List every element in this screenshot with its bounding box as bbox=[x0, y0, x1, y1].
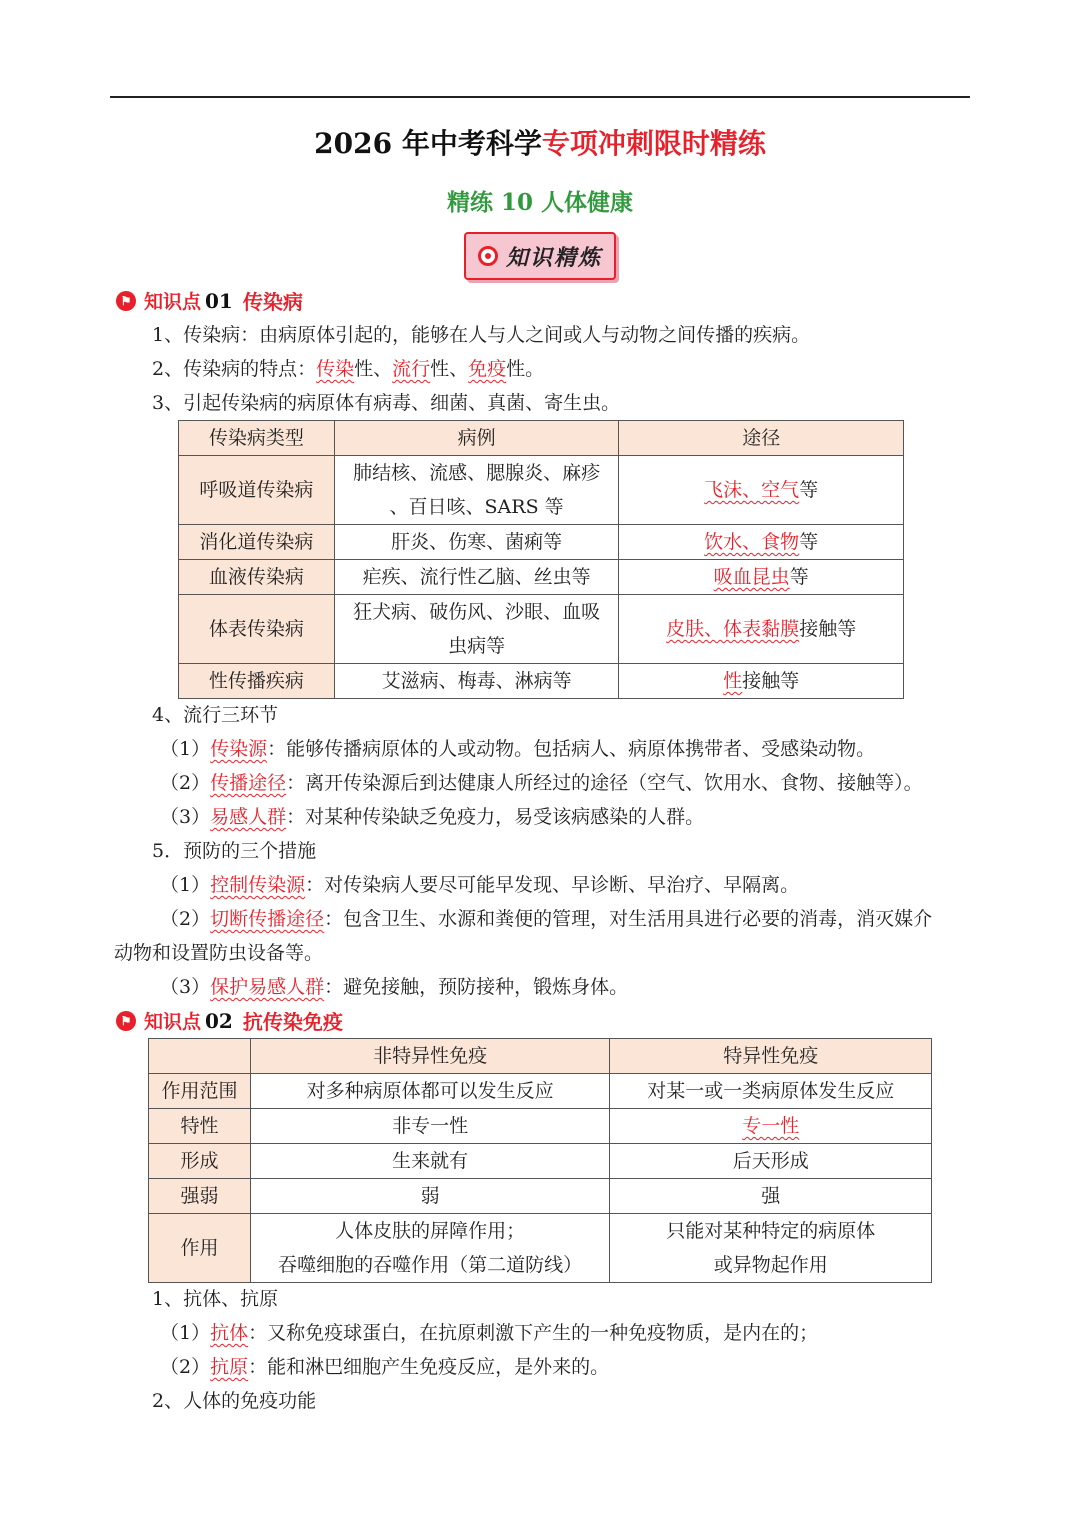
table-cell: 只能对某种特定的病原体 或异物起作用 bbox=[610, 1214, 932, 1283]
text-line: （3）易感人群：对某种传染缺乏免疫力，易受该病感染的人群。 bbox=[160, 806, 705, 828]
row-label: 作用 bbox=[149, 1214, 251, 1283]
row-label: 强弱 bbox=[149, 1179, 251, 1214]
table-row bbox=[179, 525, 904, 560]
row-label: 消化道传染病 bbox=[179, 525, 335, 560]
text-line: （2）切断传播途径：包含卫生、水源和粪便的管理，对生活用具进行必要的消毒，消灭媒介 bbox=[160, 908, 933, 930]
table-header: 病例 bbox=[334, 421, 619, 456]
knowledge-point-02 bbox=[116, 1006, 343, 1035]
route-cell: 飞沫、空气等 bbox=[619, 456, 904, 525]
table-row bbox=[179, 664, 904, 699]
cases-cell: 肺结核、流感、腮腺炎、麻疹 、百日咳、SARS 等 bbox=[334, 456, 619, 525]
text-line: 动物和设置防虫设备等。 bbox=[114, 942, 324, 964]
kp-tag: 知识点 bbox=[144, 291, 202, 313]
route-cell: 饮水、食物等 bbox=[619, 525, 904, 560]
text-line: （1）传染源：能够传播病原体的人或动物。包括病人、病原体携带者、受感染动物。 bbox=[160, 738, 876, 760]
table-header: 传染病类型 bbox=[179, 421, 335, 456]
table-row bbox=[149, 1109, 932, 1144]
cases-cell: 疟疾、流行性乙脑、丝虫等 bbox=[334, 560, 619, 595]
title-highlight: 专项冲刺限时精练 bbox=[541, 127, 766, 160]
cases-cell: 肝炎、伤寒、菌痢等 bbox=[334, 525, 619, 560]
text-line: 5．预防的三个措施 bbox=[152, 840, 317, 862]
table-header-row bbox=[149, 1039, 932, 1074]
table-header-row bbox=[179, 421, 904, 456]
table-cell: 弱 bbox=[250, 1179, 610, 1214]
title-prefix: 2026 年中考科学 bbox=[314, 127, 542, 160]
route-cell: 性接触等 bbox=[619, 664, 904, 699]
immunity-table bbox=[148, 1038, 932, 1283]
row-label: 特性 bbox=[149, 1109, 251, 1144]
section-badge bbox=[464, 232, 616, 280]
table-row bbox=[149, 1144, 932, 1179]
table-cell: 对多种病原体都可以发生反应 bbox=[250, 1074, 610, 1109]
route-cell: 吸血昆虫等 bbox=[619, 560, 904, 595]
row-label: 作用范围 bbox=[149, 1074, 251, 1109]
cases-cell: 狂犬病、破伤风、沙眼、血吸 虫病等 bbox=[334, 595, 619, 664]
table-row bbox=[179, 560, 904, 595]
row-label: 呼吸道传染病 bbox=[179, 456, 335, 525]
row-label: 体表传染病 bbox=[179, 595, 335, 664]
table-cell: 专一性 bbox=[610, 1109, 932, 1144]
kp-tag: 知识点 bbox=[144, 1011, 202, 1033]
table-row bbox=[149, 1074, 932, 1109]
table-row bbox=[179, 456, 904, 525]
top-rule bbox=[110, 96, 970, 98]
page-subtitle: 精练 10 人体健康 bbox=[446, 189, 634, 216]
text-line: 4、流行三环节 bbox=[152, 704, 279, 726]
row-label: 血液传染病 bbox=[179, 560, 335, 595]
flag-icon: ⚑ bbox=[116, 291, 136, 311]
kp-number: 01 bbox=[205, 288, 233, 313]
table-row bbox=[149, 1214, 932, 1283]
route-cell: 皮肤、体表黏膜接触等 bbox=[619, 595, 904, 664]
table-row bbox=[179, 595, 904, 664]
table-header: 特异性免疫 bbox=[610, 1039, 932, 1074]
cases-cell: 艾滋病、梅毒、淋病等 bbox=[334, 664, 619, 699]
table-header: 非特异性免疫 bbox=[250, 1039, 610, 1074]
text-line: （1）控制传染源：对传染病人要尽可能早发现、早诊断、早治疗、早隔离。 bbox=[160, 874, 800, 896]
text-line: 1、抗体、抗原 bbox=[152, 1288, 279, 1310]
row-label: 形成 bbox=[149, 1144, 251, 1179]
table-header bbox=[149, 1039, 251, 1074]
kp-number: 02 bbox=[205, 1008, 233, 1033]
table-cell: 人体皮肤的屏障作用； 吞噬细胞的吞噬作用（第二道防线） bbox=[250, 1214, 610, 1283]
table-header: 途径 bbox=[619, 421, 904, 456]
text-line: （1）抗体：又称免疫球蛋白，在抗原刺激下产生的一种免疫物质，是内在的； bbox=[160, 1322, 819, 1344]
flag-icon: ⚑ bbox=[116, 1011, 136, 1031]
page-title bbox=[0, 122, 1080, 162]
kp-name: 抗传染免疫 bbox=[242, 1010, 343, 1034]
text-line: （2）抗原：能和淋巴细胞产生免疫反应，是外来的。 bbox=[160, 1356, 610, 1378]
table-cell: 对某一或一类病原体发生反应 bbox=[610, 1074, 932, 1109]
table-cell: 强 bbox=[610, 1179, 932, 1214]
table-cell: 后天形成 bbox=[610, 1144, 932, 1179]
table-cell: 生来就有 bbox=[250, 1144, 610, 1179]
row-label: 性传播疾病 bbox=[179, 664, 335, 699]
text-line: 2、传染病的特点：传染性、流行性、免疫性。 bbox=[152, 358, 545, 380]
text-line: 1、传染病：由病原体引起的，能够在人与人之间或人与动物之间传播的疾病。 bbox=[152, 324, 811, 346]
text-line: 3、引起传染病的病原体有病毒、细菌、真菌、寄生虫。 bbox=[152, 392, 621, 414]
target-icon bbox=[478, 246, 498, 266]
table-row bbox=[149, 1179, 932, 1214]
knowledge-point-01 bbox=[116, 286, 303, 315]
table-cell: 非专一性 bbox=[250, 1109, 610, 1144]
text-line: （2）传播途径：离开传染源后到达健康人所经过的途径（空气、饮用水、食物、接触等）。 bbox=[160, 772, 923, 794]
badge-label: 知识精炼 bbox=[505, 244, 602, 271]
kp-name: 传染病 bbox=[242, 290, 303, 314]
disease-table bbox=[178, 420, 904, 699]
text-line: （3）保护易感人群：避免接触，预防接种，锻炼身体。 bbox=[160, 976, 629, 998]
text-line: 2、人体的免疫功能 bbox=[152, 1390, 317, 1412]
